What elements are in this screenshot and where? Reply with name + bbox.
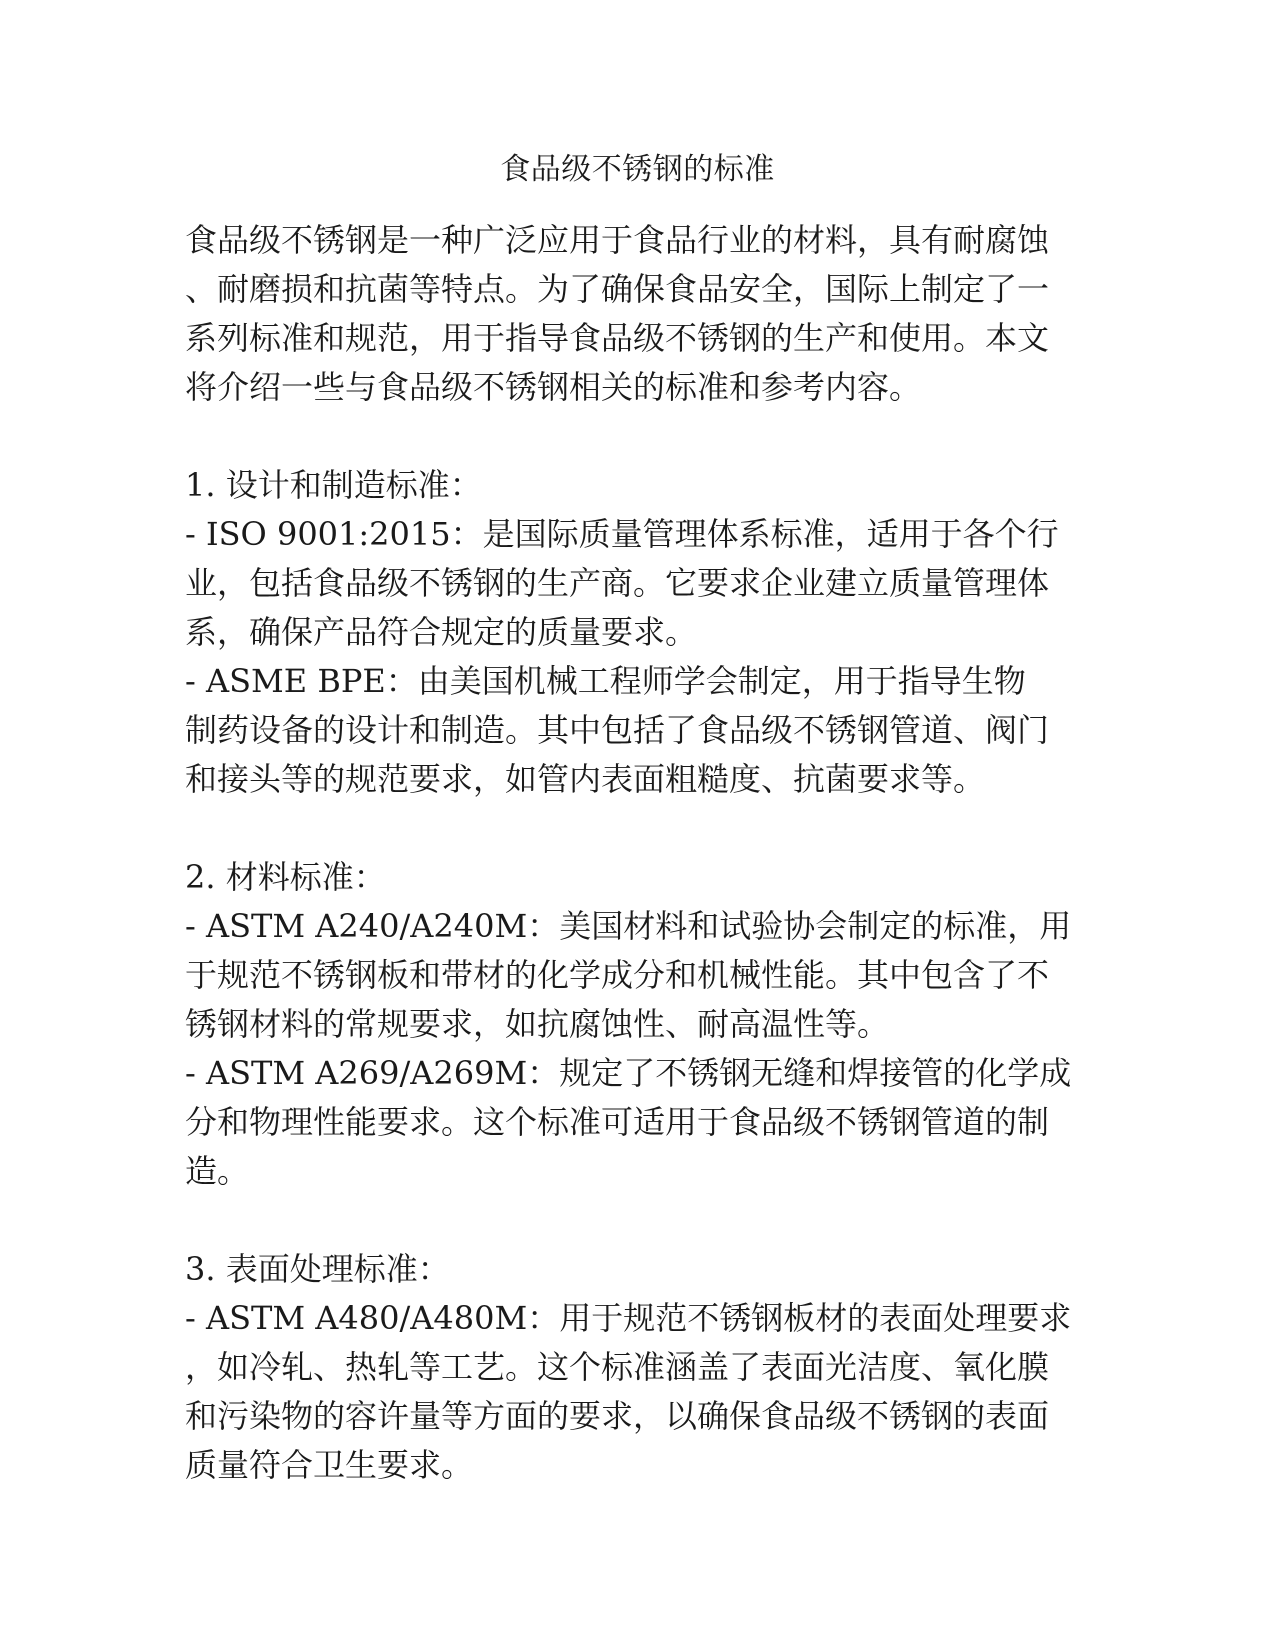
section-surface-treatment <box>185 1245 1075 1490</box>
section-heading: 2. 材料标准： <box>185 858 386 896</box>
paragraph-spacer <box>185 1196 1075 1245</box>
section-heading: 3. 表面处理标准： <box>185 1250 450 1288</box>
standard-item-iso9001: - ISO 9001:2015：是国际质量管理体系标准，适用于各个行 业，包括食品级不锈钢的生产商。它要求企业建立质量管理体 系，确保产品符合规定的质量要求。 <box>185 515 1059 651</box>
section-design-manufacturing <box>185 461 1075 804</box>
section-material <box>185 853 1075 1196</box>
document-title: 食品级不锈钢的标准 <box>500 152 775 187</box>
intro-paragraph: 食品级不锈钢是一种广泛应用于食品行业的材料，具有耐腐蚀 、耐磨损和抗菌等特点。为了确保食品安全，国际上制定了一 系列标准和规范，用于指导食品级不锈钢的生产和使用。本文 将介绍一些与食品级不锈钢相关的标准和参考内容。 <box>185 221 1050 406</box>
standard-item-astm-a240: - ASTM A240/A240M：美国材料和试验协会制定的标准，用 于规范不锈钢板和带材的化学成分和机械性能。其中包含了不 锈钢材料的常规要求，如抗腐蚀性、耐高温性等。 <box>185 907 1072 1043</box>
document-body <box>185 216 1075 1490</box>
paragraph-spacer <box>185 412 1075 461</box>
standard-item-astm-a480: - ASTM A480/A480M：用于规范不锈钢板材的表面处理要求 ，如冷轧、热轧等工艺。这个标准涵盖了表面光洁度、氧化膜 和污染物的容许量等方面的要求，以确保食品级不锈钢的表面 质量符合卫生要求。 <box>185 1299 1072 1484</box>
paragraph-spacer <box>185 804 1075 853</box>
section-heading: 1. 设计和制造标准： <box>185 466 482 504</box>
standard-item-astm-a269: - ASTM A269/A269M：规定了不锈钢无缝和焊接管的化学成 分和物理性能要求。这个标准可适用于食品级不锈钢管道的制 造。 <box>185 1054 1072 1190</box>
standard-item-asme-bpe: - ASME BPE：由美国机械工程师学会制定，用于指导生物 制药设备的设计和制造。其中包括了食品级不锈钢管道、阀门 和接头等的规范要求，如管内表面粗糙度、抗菌要求等。 <box>185 662 1050 798</box>
